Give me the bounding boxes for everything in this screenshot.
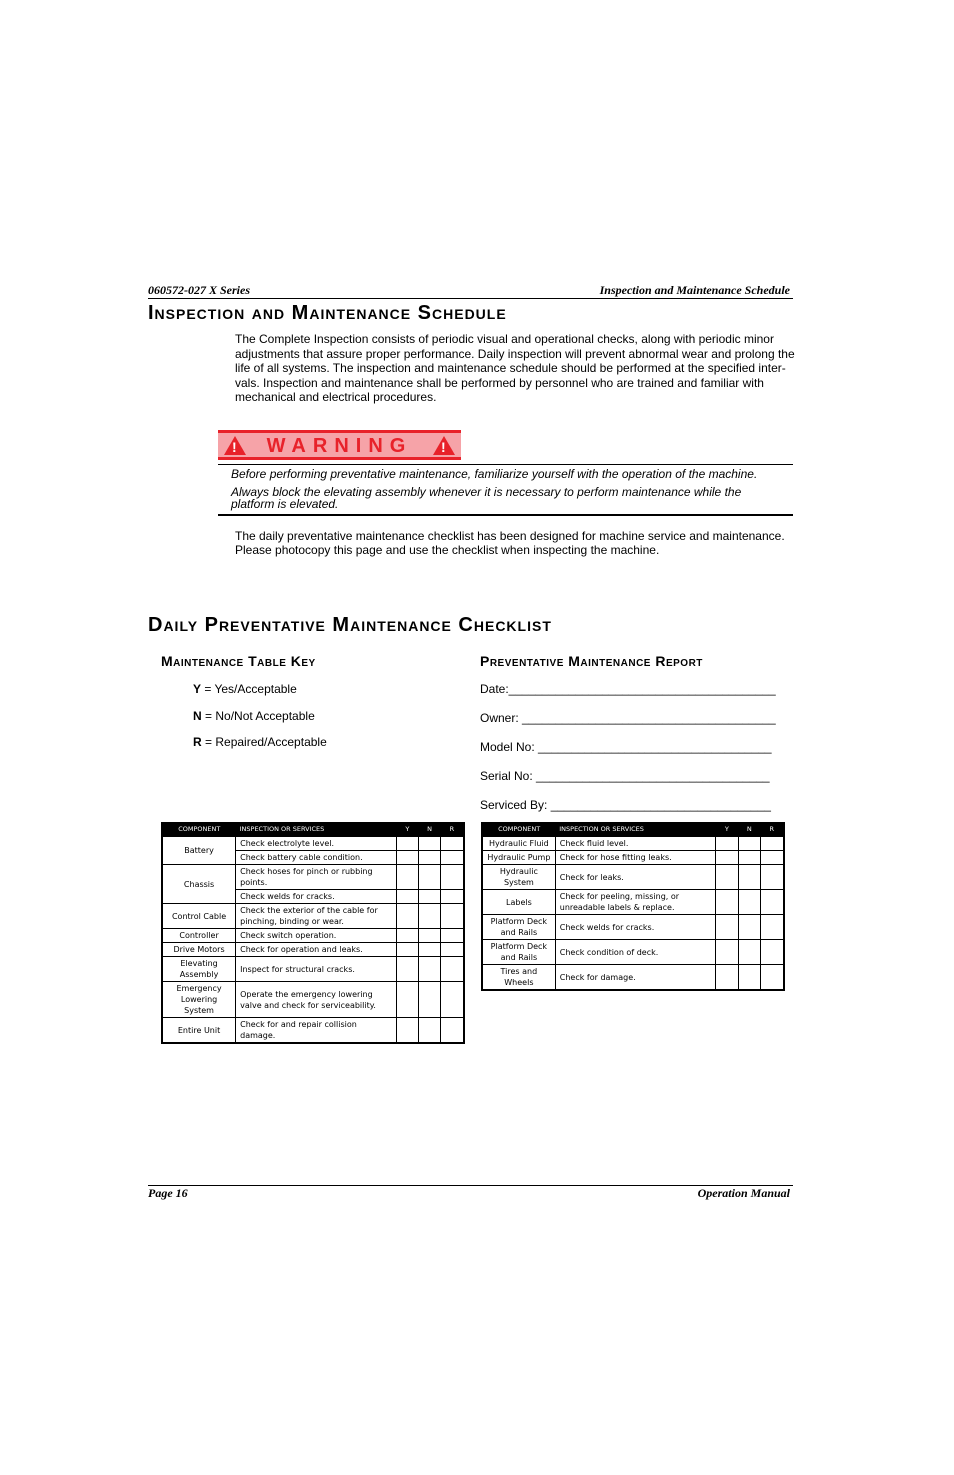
check-box-y[interactable] [396, 929, 418, 943]
component-cell: Emergency Lowering System [162, 982, 236, 1018]
header-section-title: Inspection and Maintenance Schedule [599, 283, 790, 297]
check-box-n[interactable] [738, 890, 761, 915]
inspection-cell: Check battery cable condition. [236, 851, 397, 865]
check-box-r[interactable] [441, 851, 464, 865]
check-box-y[interactable] [396, 890, 418, 904]
check-box-y[interactable] [396, 904, 418, 929]
check-box-n[interactable] [418, 943, 440, 957]
report-title: Preventative Maintenance Report [480, 653, 703, 669]
footer-page-number: Page 16 [148, 1186, 188, 1200]
table-header-r: R [761, 822, 784, 837]
warning-bottom-rule [218, 514, 793, 516]
check-box-r[interactable] [761, 865, 784, 890]
table-header-r: R [441, 822, 464, 837]
inspection-cell: Check for leaks. [555, 865, 715, 890]
check-box-y[interactable] [716, 890, 738, 915]
check-box-y[interactable] [716, 851, 738, 865]
table-row [162, 943, 464, 957]
check-box-r[interactable] [761, 940, 784, 965]
report-date-field[interactable]: Date:________________________________________ [480, 682, 776, 696]
inspection-cell: Inspect for structural cracks. [236, 957, 397, 982]
check-box-r[interactable] [761, 915, 784, 940]
inspection-cell: Check for peeling, missing, or unreadable labels & replace. [555, 890, 715, 915]
component-cell: Hydraulic Fluid [482, 837, 555, 851]
check-box-r[interactable] [441, 1018, 464, 1044]
check-box-y[interactable] [396, 865, 418, 890]
check-box-n[interactable] [738, 965, 761, 991]
component-cell: Control Cable [162, 904, 236, 929]
component-cell: Hydraulic System [482, 865, 555, 890]
intro-paragraph-line: The Complete Inspection consists of periodic visual and operational checks, along with periodic minor [235, 332, 774, 346]
report-model-field[interactable]: Model No: ___________________________________ [480, 740, 772, 754]
check-box-r[interactable] [761, 851, 784, 865]
inspection-cell: Check condition of deck. [555, 940, 715, 965]
table-row [482, 915, 784, 940]
component-cell: Drive Motors [162, 943, 236, 957]
table-row [162, 904, 464, 929]
table-header-n: N [738, 822, 761, 837]
check-box-r[interactable] [441, 943, 464, 957]
table-header-y: Y [396, 822, 418, 837]
intro-paragraph-line: vals. Inspection and maintenance shall be performed by personnel who are trained and familiar with [235, 375, 764, 390]
checklist-table-left [161, 822, 465, 1044]
inspection-cell: Check the exterior of the cable for pinching, binding or wear. [236, 904, 397, 929]
key-item-y: Y = Yes/Acceptable [193, 682, 297, 696]
table-row [162, 982, 464, 1018]
component-cell: Chassis [162, 865, 236, 904]
check-box-r[interactable] [761, 890, 784, 915]
warning-line-2b: platform is elevated. [231, 497, 339, 511]
check-box-r[interactable] [441, 904, 464, 929]
component-cell: Tires and Wheels [482, 965, 555, 991]
check-box-y[interactable] [396, 1018, 418, 1044]
intro-paragraph-line: mechanical and electrical procedures. [235, 390, 437, 404]
check-box-n[interactable] [738, 915, 761, 940]
component-cell: Controller [162, 929, 236, 943]
check-box-r[interactable] [441, 837, 464, 851]
intro-paragraph [235, 332, 795, 405]
inspection-cell: Check welds for cracks. [236, 890, 397, 904]
check-box-n[interactable] [418, 904, 440, 929]
warning-label: WARNING [266, 435, 413, 457]
intro-paragraph-line: life of all systems. The inspection and maintenance schedule should be performed at the specified inter- [235, 361, 786, 375]
inspection-cell: Check hoses for pinch or rubbing points. [236, 865, 397, 890]
table-row [482, 851, 784, 865]
report-serial-field[interactable]: Serial No: ___________________________________ [480, 769, 770, 783]
inspection-cell: Check switch operation. [236, 929, 397, 943]
check-box-n[interactable] [738, 851, 761, 865]
key-item-r: R = Repaired/Acceptable [193, 735, 327, 749]
warning-banner [218, 430, 461, 460]
check-box-n[interactable] [738, 865, 761, 890]
report-serviced-by-field[interactable]: Serviced By: _________________________________ [480, 798, 771, 812]
warning-line-2a: Always block the elevating assembly whenever it is necessary to perform maintenance while the [231, 485, 742, 499]
component-cell: Elevating Assembly [162, 957, 236, 982]
table-row [482, 865, 784, 890]
check-box-n[interactable] [418, 890, 440, 904]
inspection-cell: Check for operation and leaks. [236, 943, 397, 957]
check-box-r[interactable] [441, 982, 464, 1018]
check-box-r[interactable] [441, 865, 464, 890]
table-header-inspection: INSPECTION OR SERVICES [236, 822, 397, 837]
inspection-cell: Check welds for cracks. [555, 915, 715, 940]
check-box-n[interactable] [418, 982, 440, 1018]
footer-rule [148, 1185, 793, 1186]
check-box-y[interactable] [716, 940, 738, 965]
checklist-table-right [481, 822, 785, 991]
component-cell: Platform Deck and Rails [482, 915, 555, 940]
check-box-n[interactable] [418, 865, 440, 890]
inspection-cell: Operate the emergency lowering valve and check for serviceability. [236, 982, 397, 1018]
component-cell: Labels [482, 890, 555, 915]
check-box-y[interactable] [396, 982, 418, 1018]
intro-paragraph-line: adjustments that assure proper performance. Daily inspection will prevent abnormal wear and prolong the [235, 346, 795, 361]
inspection-cell: Check for and repair collision damage. [236, 1018, 397, 1044]
check-box-r[interactable] [441, 890, 464, 904]
check-box-r[interactable] [761, 837, 784, 851]
table-row [482, 940, 784, 965]
table-header-component: COMPONENT [482, 822, 555, 837]
table-row [162, 837, 464, 851]
table-row [482, 965, 784, 991]
checklist-note-line-2: Please photocopy this page and use the checklist when inspecting the machine. [235, 543, 660, 557]
table-header-n: N [418, 822, 440, 837]
table-row [482, 837, 784, 851]
check-box-y[interactable] [396, 837, 418, 851]
header-doc-id: 060572-027 X Series [148, 283, 250, 297]
section-title-inspection: Inspection and Maintenance Schedule [148, 302, 507, 324]
check-box-n[interactable] [418, 1018, 440, 1044]
component-cell: Hydraulic Pump [482, 851, 555, 865]
check-box-y[interactable] [396, 957, 418, 982]
header-rule [148, 298, 793, 299]
check-box-r[interactable] [761, 965, 784, 991]
check-box-n[interactable] [418, 837, 440, 851]
table-header-inspection: INSPECTION OR SERVICES [555, 822, 715, 837]
component-cell: Entire Unit [162, 1018, 236, 1044]
table-header-component: COMPONENT [162, 822, 236, 837]
key-title: Maintenance Table Key [161, 653, 316, 669]
check-box-r[interactable] [441, 929, 464, 943]
section-title-checklist: Daily Preventative Maintenance Checklist [148, 614, 552, 636]
check-box-y[interactable] [716, 865, 738, 890]
table-row [162, 865, 464, 890]
check-box-y[interactable] [716, 837, 738, 851]
check-box-n[interactable] [418, 851, 440, 865]
table-row [482, 890, 784, 915]
report-owner-field[interactable]: Owner: ______________________________________ [480, 711, 776, 725]
key-item-n: N = No/Not Acceptable [193, 709, 315, 723]
check-box-n[interactable] [418, 929, 440, 943]
warning-top-rule [218, 464, 793, 465]
inspection-cell: Check for hose fitting leaks. [555, 851, 715, 865]
table-row [162, 929, 464, 943]
warning-triangle-icon: ! [433, 436, 455, 455]
table-header-y: Y [716, 822, 738, 837]
component-cell: Battery [162, 837, 236, 865]
check-box-n[interactable] [738, 940, 761, 965]
warning-triangle-icon: ! [224, 436, 246, 455]
check-box-y[interactable] [396, 851, 418, 865]
table-row [162, 957, 464, 982]
inspection-cell: Check for damage. [555, 965, 715, 991]
check-box-y[interactable] [396, 943, 418, 957]
inspection-cell: Check electrolyte level. [236, 837, 397, 851]
check-box-y[interactable] [716, 915, 738, 940]
check-box-n[interactable] [738, 837, 761, 851]
footer-manual-title: Operation Manual [697, 1186, 790, 1200]
check-box-r[interactable] [441, 957, 464, 982]
warning-line-1: Before performing preventative maintenance, familiarize yourself with the operation of the machine. [231, 467, 758, 481]
checklist-note-line-1: The daily preventative maintenance checklist has been designed for machine service and maintenance. [235, 529, 785, 543]
check-box-y[interactable] [716, 965, 738, 991]
component-cell: Platform Deck and Rails [482, 940, 555, 965]
check-box-n[interactable] [418, 957, 440, 982]
inspection-cell: Check fluid level. [555, 837, 715, 851]
table-row [162, 1018, 464, 1044]
